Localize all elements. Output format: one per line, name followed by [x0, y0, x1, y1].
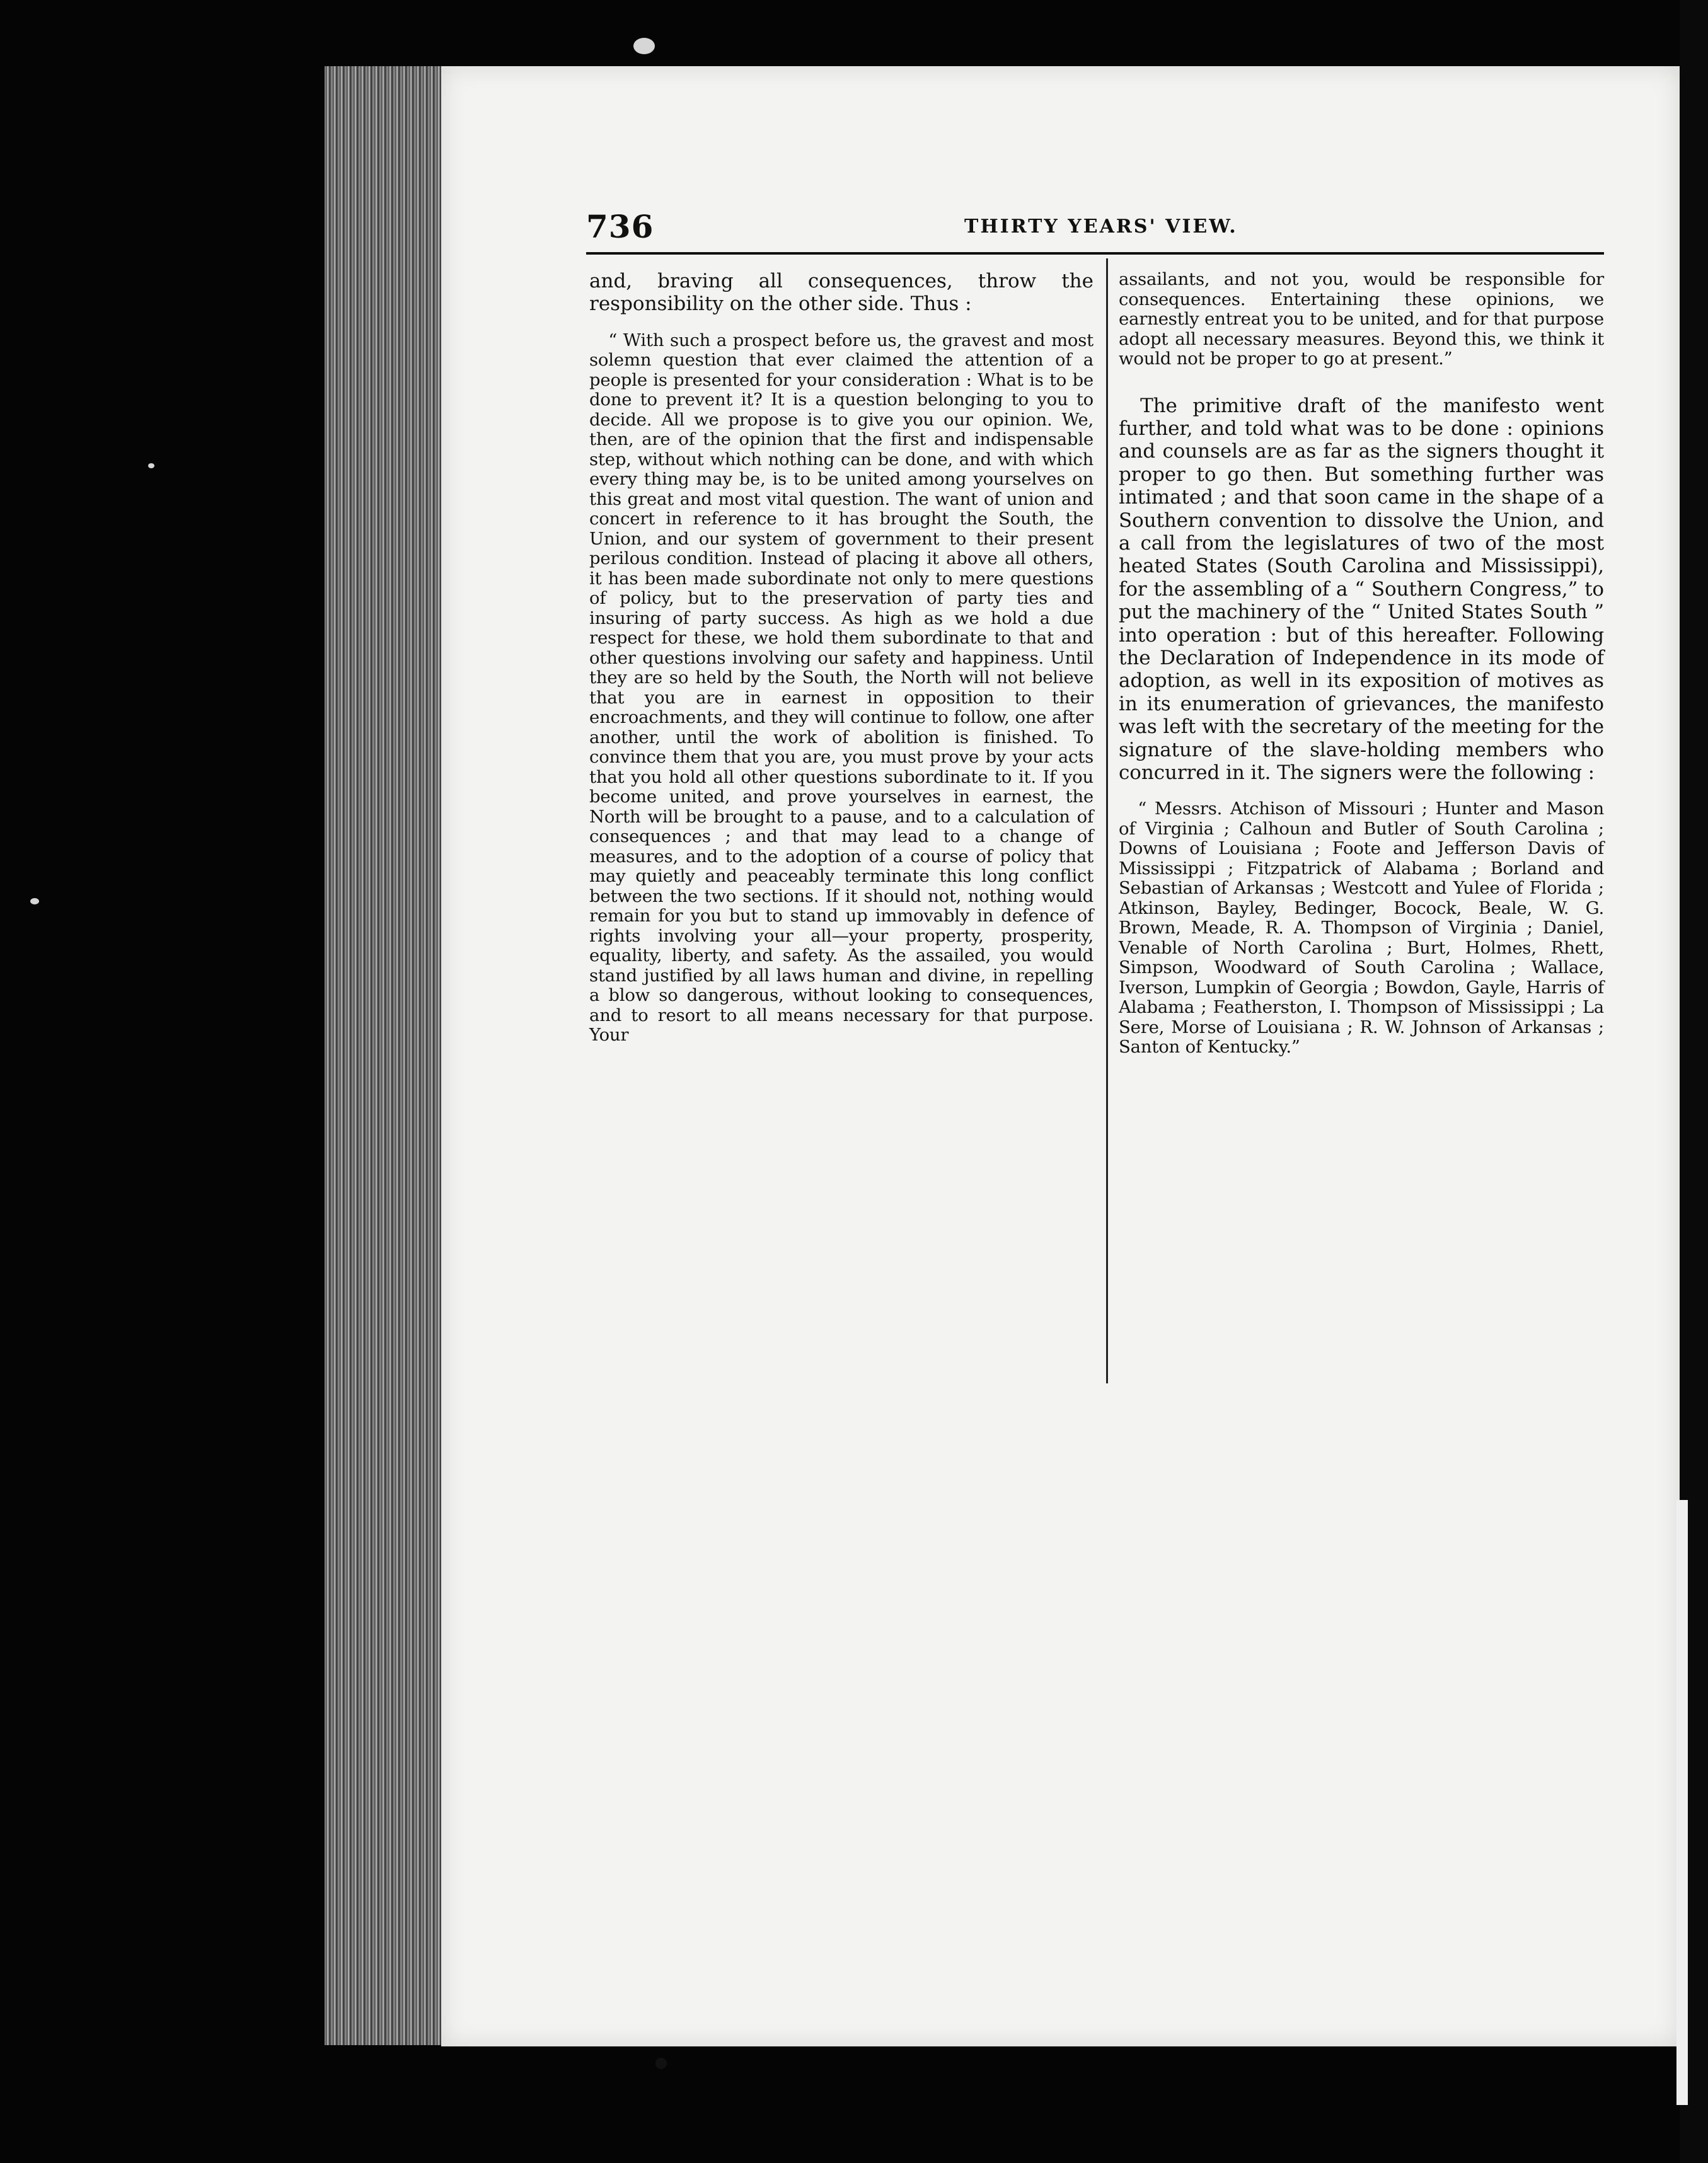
dust-speck: [633, 38, 655, 54]
manifesto-quote: “ With such a prospect before us, the gravest and most solemn question that ever claimed the attention of a people is presented for your consideration : What is to be done to prevent it? It is a question belonging to you to decide. All we propose is to give you our opinion. We, then, are of the opinion that the first and indispensable step, without which nothing can be done, and with which every thing may be, is to be united among yourselves on this great and most vital question. The want of union and concert in reference to it has brought the South, the Union, and our system of government to their present perilous condition. Instead of placing it above all others, it has been made subordinate not only to mere questions of policy, but to the preservation of party ties and insuring of party success. As high as we hold a due respect for these, we hold them subordinate to that and other questions involving our safety and happiness. Until they are so held by the South, the North will not believe that you are in earnest in opposition to their encroachments, and they will continue to follow, one after another, until the work of abolition is finished. To convince them that you are, you must prove by your acts that you hold all other questions subordinate to it. If you become united, and prove yourselves in earnest, the North will be brought to a pause, and to a calculation of consequences ; and that may lead to a change of measures, and to the adoption of a course of policy that may quietly and peaceably terminate this long conflict between the two sections. If it should not, nothing would remain for you but to stand up immovably in defence of rights involving your all—your property, prosperity, equality, liberty, and safety. As the assailed, you would stand justified by all laws human and divine, in repelling a blow so dangerous, without looking to consequences, and to resort to all means necessary for that purpose. Your: [589, 330, 1093, 1046]
dust-speck: [655, 2058, 667, 2069]
manifesto-quote-end: assailants, and not you, would be responsible for consequences. Entertaining these opinions, we earnestly entreat you to be united, and for that purpose adopt all necessary measures. Beyond this, we think it would not be proper to go at present.”: [1119, 269, 1604, 369]
dust-speck: [30, 898, 39, 904]
signers-list: “ Messrs. Atchison of Missouri ; Hunter and Mason of Virginia ; Calhoun and Butler of South Carolina ; Downs of Louisiana ; Foote and Jefferson Davis of Mississippi ; Fitzpatrick of Alabama ; Borland and Sebastian of Arkansas ; Westcott and Yulee of Florida ; Atkinson, Bayley, Bedinger, Bocock, Beale, W. G. Brown, Meade, R. A. Thompson of Virginia ; Daniel, Venable of North Carolina ; Burt, Holmes, Rhett, Simpson, Woodward of South Carolina ; Wallace, Iverson, Lumpkin of Georgia ; Bowdon, Gayle, Harris of Alabama ; Featherston, I. Thompson of Mississippi ; La Sere, Morse of Louisiana ; R. W. Johnson of Arkansas ; Santon of Kentucky.”: [1119, 799, 1604, 1058]
right-column: [1119, 270, 1604, 1058]
page-number: 736: [586, 208, 654, 245]
header-rule: [586, 252, 1604, 255]
column-divider: [1106, 258, 1108, 1383]
running-head: [586, 208, 1604, 252]
running-title: THIRTY YEARS' VIEW.: [964, 216, 1238, 238]
dust-speck: [148, 463, 154, 468]
book-page-edges: [325, 66, 441, 2045]
left-column: [589, 270, 1093, 1046]
next-page-sliver: [1676, 1500, 1688, 2105]
body-paragraph: The primitive draft of the manifesto went further, and told what was to be done : opinions and counsels are as far as the signers thought it proper to go then. But something further was intimated ; and that soon came in the shape of a Southern convention to dissolve the Union, and a call from the legislatures of two of the most heated States (South Carolina and Mississippi), for the assembling of a “ Southern Congress,” to put the machinery of the “ United States South ” into operation : but of this hereafter. Following the Declaration of Independence in its mode of adoption, as well in its exposition of motives as in its enumeration of grievances, the manifesto was left with the secretary of the meeting for the signature of the slave-holding members who concurred in it. The signers were the following :: [1119, 394, 1604, 784]
intro-paragraph: and, braving all consequences, throw the responsibility on the other side. Thus :: [589, 270, 1093, 316]
